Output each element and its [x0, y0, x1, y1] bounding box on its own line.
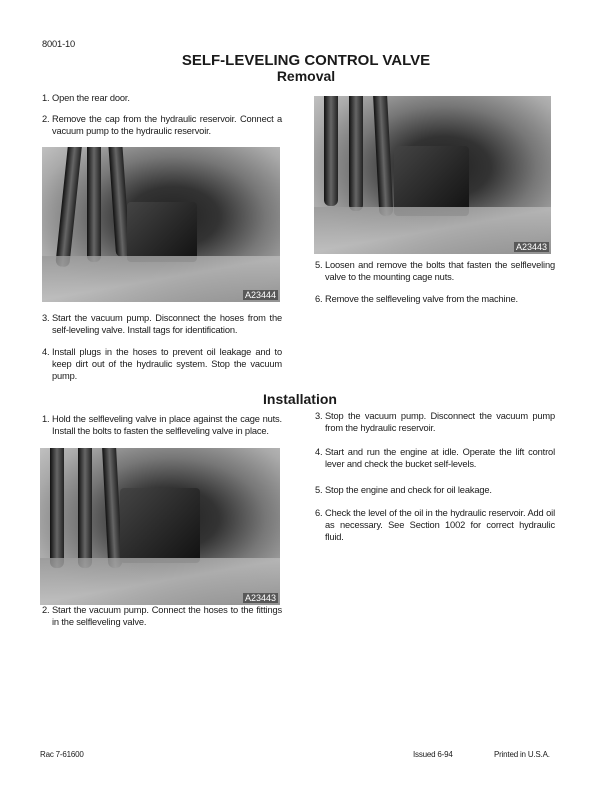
step-text: Check the level of the oil in the hydraulic reservoir. Add oil as necessary. See Section 1002 for correct hydraulic fluid.	[325, 508, 555, 542]
installation-step-3	[315, 410, 555, 434]
step-number: 2.	[42, 605, 50, 615]
step-number: 1.	[42, 93, 50, 103]
step-number: 6.	[315, 294, 323, 304]
step-text: Start the vacuum pump. Disconnect the hoses from the self-leveling valve. Install tags for identification.	[52, 313, 282, 335]
valve-photo-installation	[40, 448, 280, 605]
step-text: Open the rear door.	[52, 93, 130, 103]
removal-step-3	[42, 312, 282, 336]
step-number: 5.	[315, 485, 323, 495]
installation-step-2	[42, 604, 282, 628]
step-text: Loosen and remove the bolts that fasten the selfleveling valve to the mounting cage nuts.	[325, 260, 555, 282]
step-text: Hold the selfleveling valve in place against the cage nuts. Install the bolts to fasten the selfleveling valve in place.	[52, 414, 282, 436]
footer-doc-number: Rac 7-61600	[40, 750, 84, 759]
step-number: 6.	[315, 508, 323, 518]
installation-step-6	[315, 507, 555, 543]
installation-heading: Installation	[263, 391, 337, 407]
installation-step-4	[315, 446, 555, 470]
removal-step-6	[315, 293, 555, 305]
footer-printed: Printed in U.S.A.	[494, 750, 550, 759]
step-number: 3.	[42, 313, 50, 323]
step-number: 4.	[42, 347, 50, 357]
figure-label: A23444	[244, 290, 276, 300]
removal-step-5	[315, 259, 555, 283]
step-text: Start the vacuum pump. Connect the hoses to the fittings in the selfleveling valve.	[52, 605, 282, 627]
step-number: 2.	[42, 114, 50, 124]
step-number: 5.	[315, 260, 323, 270]
page-title: SELF-LEVELING CONTROL VALVE	[181, 52, 431, 69]
step-text: Stop the engine and check for oil leakage.	[325, 485, 492, 495]
step-number: 1.	[42, 414, 50, 424]
step-text: Install plugs in the hoses to prevent oil leakage and to keep dirt out of the hydraulic system. Stop the vacuum pump.	[52, 347, 282, 381]
installation-step-5	[315, 484, 555, 496]
figure-label: A23443	[244, 593, 276, 603]
installation-step-1	[42, 413, 282, 437]
page-number: 8001-10	[42, 39, 76, 49]
removal-step-4	[42, 346, 282, 382]
removal-step-2	[42, 113, 282, 137]
step-text: Stop the vacuum pump. Disconnect the vacuum pump from the hydraulic reservoir.	[325, 411, 555, 433]
step-text: Remove the cap from the hydraulic reservoir. Connect a vacuum pump to the hydraulic reservoir.	[52, 114, 282, 136]
step-text: Start and run the engine at idle. Operate the lift control lever and check the bucket self-levels.	[325, 447, 555, 469]
removal-step-1	[42, 92, 282, 104]
removal-heading: Removal	[276, 68, 336, 84]
figure-label: A23443	[515, 242, 547, 252]
valve-photo-removal	[42, 147, 280, 302]
valve-photo-bolts	[314, 96, 551, 254]
footer-issued: Issued 6-94	[413, 750, 453, 759]
step-text: Remove the selfleveling valve from the machine.	[325, 294, 518, 304]
step-number: 3.	[315, 411, 323, 421]
step-number: 4.	[315, 447, 323, 457]
